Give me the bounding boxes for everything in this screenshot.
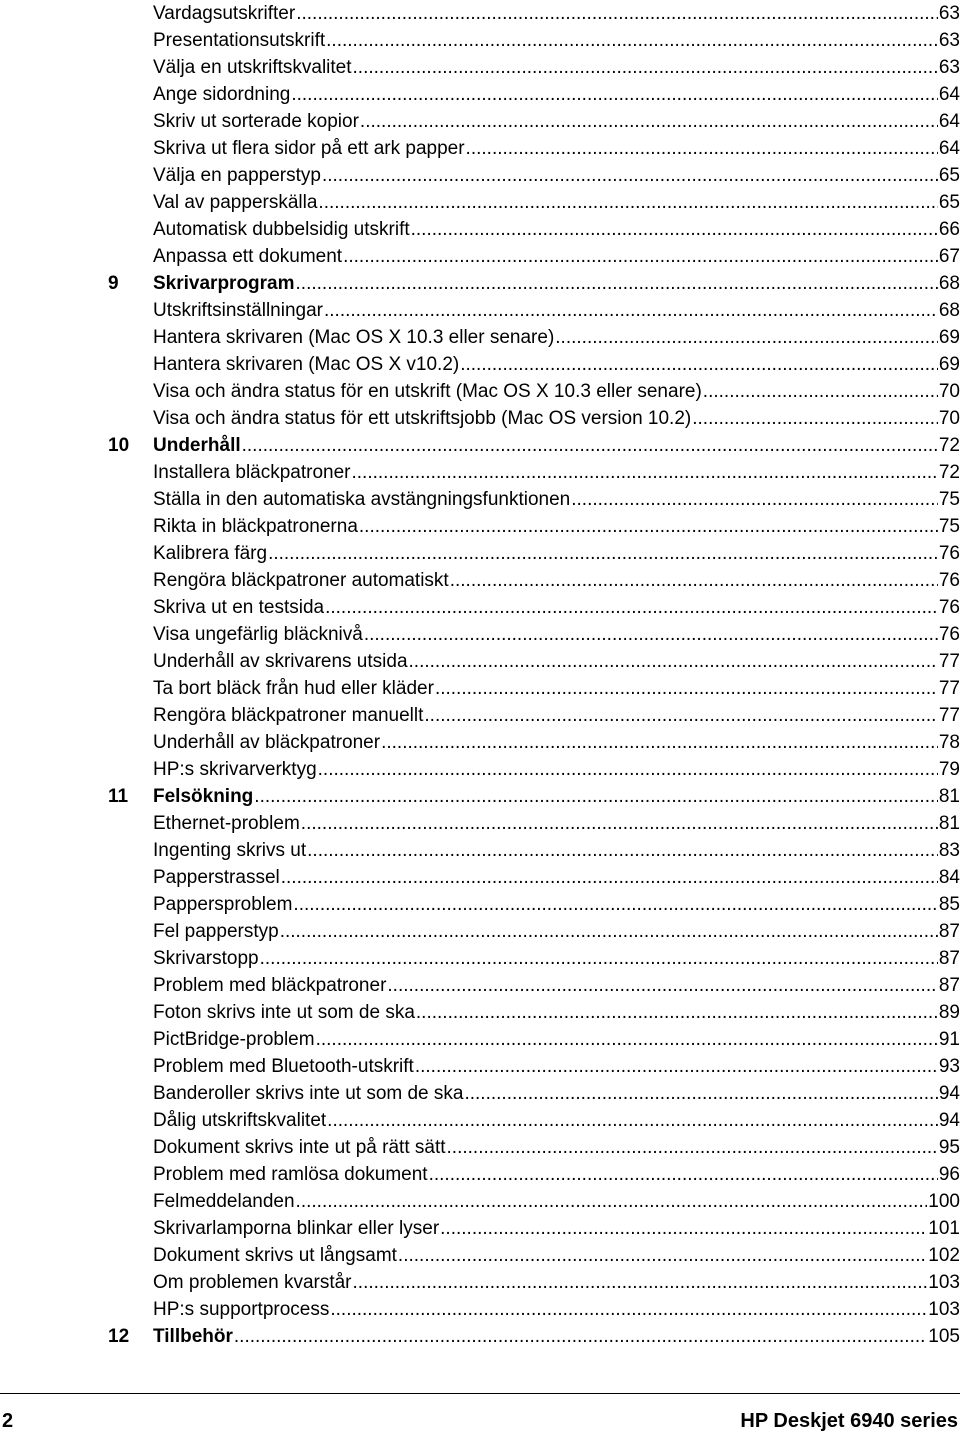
toc-page-number[interactable]: 87 [938, 921, 960, 942]
toc-title[interactable]: HP:s supportprocess [153, 1299, 330, 1320]
toc-entry[interactable] [153, 783, 960, 810]
toc-leader-dots [322, 162, 938, 189]
toc-page-number[interactable]: 83 [938, 840, 960, 861]
toc-page-number[interactable]: 91 [938, 1029, 960, 1050]
toc-entry-row[interactable] [0, 567, 960, 594]
toc-entry-row[interactable] [0, 1296, 960, 1323]
toc-leader-dots [571, 486, 938, 513]
toc-entry-row[interactable] [0, 54, 960, 81]
toc-leader-dots [325, 594, 938, 621]
toc-title[interactable]: Ingenting skrivs ut [153, 840, 307, 861]
toc-title[interactable]: Ta bort bläck från hud eller kläder [153, 678, 434, 699]
toc-page-number[interactable]: 96 [938, 1164, 960, 1185]
toc-chapter-row[interactable] [0, 1323, 960, 1350]
toc-page-number[interactable]: 85 [938, 894, 960, 915]
toc-page-number[interactable]: 79 [938, 759, 960, 780]
toc-entry[interactable] [153, 189, 960, 216]
toc-entry-row[interactable] [0, 81, 960, 108]
toc-chapter-number: 9 [108, 273, 119, 294]
toc-page-number[interactable]: 63 [938, 57, 960, 78]
toc-title[interactable]: PictBridge-problem [153, 1029, 315, 1050]
toc-leader-dots [330, 1296, 927, 1323]
toc-leader-dots [415, 1053, 938, 1080]
toc-title[interactable]: Felsökning [153, 786, 254, 807]
toc-page-number[interactable]: 63 [938, 3, 960, 24]
toc-page-number[interactable]: 75 [938, 489, 960, 510]
toc-title[interactable]: Välja en utskriftskvalitet [153, 57, 352, 78]
toc-page-number[interactable]: 81 [938, 786, 960, 807]
toc-leader-dots [435, 675, 938, 702]
toc-entry[interactable] [153, 540, 960, 567]
toc-page-number[interactable]: 81 [938, 813, 960, 834]
toc-title[interactable]: Problem med bläckpatroner [153, 975, 387, 996]
toc-leader-dots [692, 405, 938, 432]
toc-page-number[interactable]: 68 [938, 273, 960, 294]
toc-page-number[interactable]: 94 [938, 1110, 960, 1131]
toc-title[interactable]: Visa och ändra status för en utskrift (Mac OS X 10.3 eller senare) [153, 381, 702, 402]
toc-leader-dots [324, 297, 938, 324]
toc-page-number[interactable]: 65 [938, 165, 960, 186]
toc-leader-dots [327, 1107, 938, 1134]
toc-entry-row[interactable] [0, 324, 960, 351]
toc-title[interactable]: Dokument skrivs inte ut på rätt sätt [153, 1137, 446, 1158]
toc-entry[interactable] [153, 891, 960, 918]
toc-entry-row[interactable] [0, 1053, 960, 1080]
toc-entry[interactable] [153, 1053, 960, 1080]
toc-page-number[interactable]: 66 [938, 219, 960, 240]
toc-entry-row[interactable] [0, 864, 960, 891]
toc-entry[interactable] [153, 1161, 960, 1188]
toc-entry[interactable] [153, 1107, 960, 1134]
toc-entry-row[interactable] [0, 1026, 960, 1053]
toc-entry-row[interactable] [0, 621, 960, 648]
toc-title[interactable]: Ethernet-problem [153, 813, 300, 834]
toc-leader-dots [291, 81, 938, 108]
toc-leader-dots [703, 378, 938, 405]
toc-entry-row[interactable] [0, 810, 960, 837]
toc-page-number[interactable]: 103 [928, 1272, 960, 1293]
toc-title[interactable]: Presentationsutskrift [153, 30, 326, 51]
toc-entry[interactable] [153, 432, 960, 459]
toc-entry-row[interactable] [0, 891, 960, 918]
toc-title[interactable]: Underhåll av bläckpatroner [153, 732, 381, 753]
toc-entry[interactable] [153, 729, 960, 756]
toc-title[interactable]: Val av papperskälla [153, 192, 318, 213]
toc-entry-row[interactable] [0, 1161, 960, 1188]
toc-entry[interactable] [153, 1323, 960, 1350]
toc-entry[interactable] [153, 567, 960, 594]
toc-entry-row[interactable] [0, 0, 960, 27]
toc-page-number[interactable]: 105 [928, 1326, 960, 1347]
toc-entry[interactable] [153, 945, 960, 972]
toc-entry[interactable] [153, 1188, 960, 1215]
toc-page-number[interactable]: 68 [938, 300, 960, 321]
toc-page-number[interactable]: 84 [938, 867, 960, 888]
toc-leader-dots [268, 540, 938, 567]
toc-entry-row[interactable] [0, 1242, 960, 1269]
toc-entry[interactable] [153, 1134, 960, 1161]
toc-title[interactable]: Skriv ut sorterade kopior [153, 111, 359, 132]
toc-entry-row[interactable] [0, 243, 960, 270]
toc-title[interactable]: Rengöra bläckpatroner automatiskt [153, 570, 449, 591]
toc-leader-dots [301, 810, 938, 837]
toc-entry-row[interactable] [0, 540, 960, 567]
toc-entry-row[interactable] [0, 27, 960, 54]
toc-title[interactable]: Ställa in den automatiska avstängningsfunktionen [153, 489, 571, 510]
toc-entry[interactable] [153, 486, 960, 513]
toc-leader-dots [296, 0, 938, 27]
toc-leader-dots [318, 189, 937, 216]
toc-page-number[interactable]: 67 [938, 246, 960, 267]
toc-page-number[interactable]: 69 [938, 354, 960, 375]
toc-title[interactable]: Kalibrera färg [153, 543, 268, 564]
toc-leader-dots [460, 351, 938, 378]
toc-title[interactable]: Hantera skrivaren (Mac OS X v10.2) [153, 354, 460, 375]
toc-title[interactable]: Problem med ramlösa dokument [153, 1164, 428, 1185]
toc-entry-row[interactable] [0, 648, 960, 675]
toc-page-number[interactable]: 77 [938, 678, 960, 699]
toc-entry[interactable] [153, 1215, 960, 1242]
toc-entry[interactable] [153, 837, 960, 864]
toc-page-number[interactable]: 63 [938, 30, 960, 51]
toc-entry-row[interactable] [0, 972, 960, 999]
toc-entry-row[interactable] [0, 162, 960, 189]
toc-title[interactable]: Skriva ut flera sidor på ett ark papper [153, 138, 465, 159]
toc-entry-row[interactable] [0, 918, 960, 945]
toc-title[interactable]: Problem med Bluetooth-utskrift [153, 1056, 414, 1077]
toc-leader-dots [364, 621, 938, 648]
toc-leader-dots [450, 567, 938, 594]
toc-entry[interactable] [153, 270, 960, 297]
toc-entry-row[interactable] [0, 405, 960, 432]
toc-title[interactable]: Ange sidordning [153, 84, 291, 105]
toc-page-number[interactable]: 102 [928, 1245, 960, 1266]
toc-leader-dots [318, 756, 938, 783]
toc-leader-dots [307, 837, 938, 864]
toc-entry[interactable] [153, 648, 960, 675]
toc-entry-row[interactable] [0, 1215, 960, 1242]
toc-leader-dots [234, 1323, 927, 1350]
toc-title[interactable]: Automatisk dubbelsidig utskrift [153, 219, 410, 240]
toc-entry[interactable] [153, 1242, 960, 1269]
toc-entry[interactable] [153, 1269, 960, 1296]
toc-page-number[interactable]: 76 [938, 570, 960, 591]
toc-entry[interactable] [153, 999, 960, 1026]
toc-title[interactable]: Visa ungefärlig bläcknivå [153, 624, 363, 645]
toc-title[interactable]: Skrivarprogram [153, 273, 295, 294]
product-name: HP Deskjet 6940 series [740, 1410, 958, 1432]
toc-entry[interactable] [153, 810, 960, 837]
toc-leader-dots [352, 459, 938, 486]
toc-page-number[interactable]: 64 [938, 138, 960, 159]
toc-title[interactable]: Pappersproblem [153, 894, 293, 915]
toc-leader-dots [447, 1134, 938, 1161]
toc-entry-row[interactable] [0, 756, 960, 783]
toc-title[interactable]: Skrivarstopp [153, 948, 259, 969]
toc-entry-row[interactable] [0, 135, 960, 162]
toc-entry-row[interactable] [0, 189, 960, 216]
toc-chapter-number: 10 [108, 435, 130, 456]
toc-leader-dots [411, 216, 938, 243]
toc-chapter-number: 11 [108, 786, 129, 807]
toc-page-number[interactable]: 69 [938, 327, 960, 348]
toc-entry[interactable] [153, 459, 960, 486]
toc-page-number[interactable]: 78 [938, 732, 960, 753]
toc-entry-row[interactable] [0, 486, 960, 513]
toc-leader-dots [464, 1080, 937, 1107]
toc-entry[interactable] [153, 513, 960, 540]
toc-title[interactable]: Dålig utskriftskvalitet [153, 1110, 327, 1131]
toc-entry[interactable] [153, 405, 960, 432]
toc-entry-row[interactable] [0, 351, 960, 378]
toc-entry-row[interactable] [0, 1134, 960, 1161]
toc-entry[interactable] [153, 1026, 960, 1053]
toc-leader-dots [242, 432, 938, 459]
toc-leader-dots [281, 864, 938, 891]
toc-entry-row[interactable] [0, 297, 960, 324]
toc-title[interactable]: HP:s skrivarverktyg [153, 759, 317, 780]
toc-entry[interactable] [153, 1296, 960, 1323]
toc-entry[interactable] [153, 54, 960, 81]
toc-leader-dots [359, 513, 938, 540]
toc-page-number[interactable]: 100 [928, 1191, 960, 1212]
toc-chapter-row[interactable] [0, 783, 960, 810]
toc-entry-row[interactable] [0, 1080, 960, 1107]
toc-entry[interactable] [153, 297, 960, 324]
toc-leader-dots [280, 918, 938, 945]
toc-title[interactable]: Rikta in bläckpatronerna [153, 516, 358, 537]
toc-entry-row[interactable] [0, 1269, 960, 1296]
toc-title[interactable]: Foton skrivs inte ut som de ska [153, 1002, 415, 1023]
toc-title[interactable]: Hantera skrivaren (Mac OS X 10.3 eller senare) [153, 327, 555, 348]
toc-entry-row[interactable] [0, 1188, 960, 1215]
toc-leader-dots [398, 1242, 927, 1269]
toc-entry[interactable] [153, 351, 960, 378]
toc-page-number[interactable]: 70 [938, 408, 960, 429]
toc-leader-dots [555, 324, 938, 351]
toc-page-number[interactable]: 64 [938, 84, 960, 105]
toc-entry-row[interactable] [0, 513, 960, 540]
toc-page-number[interactable]: 89 [938, 1002, 960, 1023]
toc-entry-row[interactable] [0, 837, 960, 864]
toc-leader-dots [296, 270, 938, 297]
toc-title[interactable]: Tillbehör [153, 1326, 233, 1347]
toc-entry[interactable] [153, 243, 960, 270]
toc-chapter-row[interactable] [0, 270, 960, 297]
toc-title[interactable]: Visa och ändra status för ett utskriftsjobb (Mac OS version 10.2) [153, 408, 692, 429]
toc-entry[interactable] [153, 675, 960, 702]
toc-page-number[interactable]: 75 [938, 516, 960, 537]
toc-leader-dots [296, 1188, 928, 1215]
toc-page-number[interactable]: 93 [938, 1056, 960, 1077]
toc-entry-row[interactable] [0, 675, 960, 702]
toc-entry[interactable] [153, 1080, 960, 1107]
toc-page-number[interactable]: 103 [928, 1299, 960, 1320]
toc-leader-dots [326, 27, 938, 54]
toc-title[interactable]: Välja en papperstyp [153, 165, 321, 186]
toc-title[interactable]: Skriva ut en testsida [153, 597, 325, 618]
toc-entry[interactable] [153, 594, 960, 621]
toc-title[interactable]: Skrivarlamporna blinkar eller lyser [153, 1218, 440, 1239]
toc-leader-dots [293, 891, 937, 918]
toc-leader-dots [316, 1026, 938, 1053]
toc-leader-dots [353, 1269, 928, 1296]
toc-entry-row[interactable] [0, 594, 960, 621]
toc-title[interactable]: Underhåll [153, 435, 241, 456]
toc-page-number[interactable]: 70 [938, 381, 960, 402]
toc-entry-row[interactable] [0, 1107, 960, 1134]
toc-entry[interactable] [153, 27, 960, 54]
toc-page-number[interactable]: 65 [938, 192, 960, 213]
toc-page-number[interactable]: 76 [938, 624, 960, 645]
toc-title[interactable]: Felmeddelanden [153, 1191, 295, 1212]
toc-entry[interactable] [153, 621, 960, 648]
toc-leader-dots [429, 1161, 938, 1188]
toc-leader-dots [343, 243, 938, 270]
toc-page-number[interactable]: 77 [938, 705, 960, 726]
toc-entry[interactable] [153, 378, 960, 405]
toc-title[interactable]: Om problemen kvarstår [153, 1272, 352, 1293]
toc-leader-dots [440, 1215, 927, 1242]
toc-page-number[interactable]: 101 [928, 1218, 960, 1239]
toc-entry-row[interactable] [0, 459, 960, 486]
toc-entry-row[interactable] [0, 999, 960, 1026]
toc-entry[interactable] [153, 702, 960, 729]
toc-entry[interactable] [153, 324, 960, 351]
toc-page-number[interactable]: 87 [938, 975, 960, 996]
toc-leader-dots [466, 135, 938, 162]
toc-title[interactable]: Banderoller skrivs inte ut som de ska [153, 1083, 464, 1104]
toc-chapter-number: 12 [108, 1326, 130, 1347]
toc-entry-row[interactable] [0, 702, 960, 729]
toc-chapter-row[interactable] [0, 432, 960, 459]
toc-entry-row[interactable] [0, 945, 960, 972]
toc-leader-dots [360, 108, 938, 135]
toc-entry[interactable] [153, 135, 960, 162]
toc-entry[interactable] [153, 81, 960, 108]
toc-title[interactable]: Fel papperstyp [153, 921, 279, 942]
toc-page-number[interactable]: 95 [938, 1137, 960, 1158]
toc-entry-row[interactable] [0, 216, 960, 243]
toc-leader-dots [381, 729, 938, 756]
toc-page-number[interactable]: 76 [938, 597, 960, 618]
toc-entry[interactable] [153, 972, 960, 999]
toc-title[interactable]: Dokument skrivs ut långsamt [153, 1245, 397, 1266]
toc-entry[interactable] [153, 918, 960, 945]
toc-page-number[interactable]: 94 [938, 1083, 960, 1104]
toc-title[interactable]: Installera bläckpatroner [153, 462, 351, 483]
toc-entry[interactable] [153, 108, 960, 135]
page-number: 2 [2, 1410, 14, 1432]
toc-leader-dots [260, 945, 938, 972]
toc-title[interactable]: Utskriftsinställningar [153, 300, 323, 321]
toc-title[interactable]: Anpassa ett dokument [153, 246, 343, 267]
toc-entry[interactable] [153, 162, 960, 189]
toc-leader-dots [387, 972, 937, 999]
toc-title[interactable]: Rengöra bläckpatroner manuellt [153, 705, 424, 726]
toc-entry-row[interactable] [0, 378, 960, 405]
toc-leader-dots [409, 648, 938, 675]
toc-title[interactable]: Underhåll av skrivarens utsida [153, 651, 408, 672]
toc-leader-dots [424, 702, 937, 729]
toc-title[interactable]: Vardagsutskrifter [153, 3, 296, 24]
toc-entry-row[interactable] [0, 108, 960, 135]
toc-page-number[interactable]: 72 [938, 462, 960, 483]
toc-leader-dots [353, 54, 938, 81]
toc-page-number[interactable]: 72 [938, 435, 960, 456]
toc-entry[interactable] [153, 216, 960, 243]
toc-page-number[interactable]: 77 [938, 651, 960, 672]
toc-entry[interactable] [153, 756, 960, 783]
toc-leader-dots [254, 783, 938, 810]
toc-page-number[interactable]: 87 [938, 948, 960, 969]
toc-page-number[interactable]: 76 [938, 543, 960, 564]
toc-entry[interactable] [153, 0, 960, 27]
page-footer [0, 1393, 960, 1443]
toc-entry[interactable] [153, 864, 960, 891]
toc-leader-dots [416, 999, 938, 1026]
toc-entry-row[interactable] [0, 729, 960, 756]
toc-page-number[interactable]: 64 [938, 111, 960, 132]
toc-title[interactable]: Papperstrassel [153, 867, 280, 888]
